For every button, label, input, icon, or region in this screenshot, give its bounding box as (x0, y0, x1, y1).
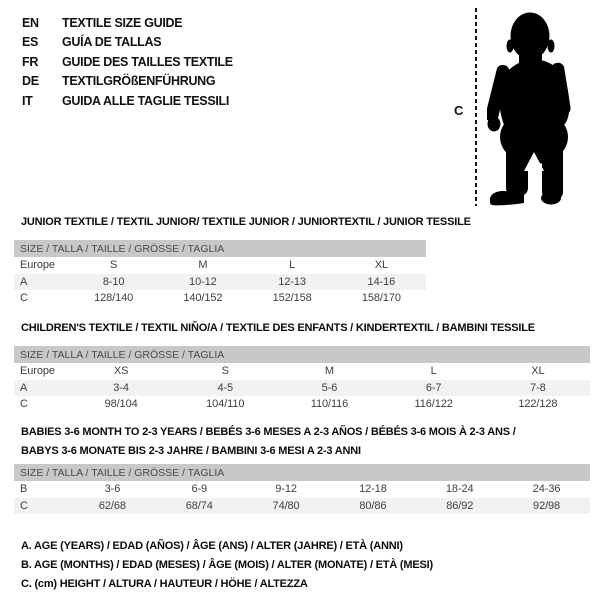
language-label: TEXTILE SIZE GUIDE (62, 15, 183, 30)
language-header (22, 13, 233, 111)
table-cell: 104/110 (206, 398, 245, 411)
legend-line-c: C. (cm) HEIGHT / ALTURA / HAUTEUR / HÖHE / ALTEZZA (21, 577, 308, 590)
size-header: SIZE / TALLA / TAILLE / GRÖSSE / TAGLIA (14, 464, 590, 481)
babies-title-line-1: BABIES 3-6 MONTH TO 2-3 YEARS / BEBÉS 3-6 MESES A 2-3 AÑOS / BÉBÉS 3-6 MOIS À 2-3 ANS / (21, 426, 516, 438)
legend-line-a: A. AGE (YEARS) / EDAD (AÑOS) / ÂGE (ANS) / ALTER (JAHRE) / ETÀ (ANNI) (21, 540, 403, 552)
table-cell: 8-10 (102, 275, 125, 288)
table-cell: M (324, 365, 334, 378)
language-label: GUÍA DE TALLAS (62, 35, 162, 50)
row-label: C (20, 398, 28, 411)
table-cell: 116/122 (414, 398, 453, 411)
size-header-row (14, 464, 590, 481)
table-cell: 12-18 (359, 483, 387, 496)
table-cell: 12-13 (278, 275, 306, 288)
table-cell: 6-7 (425, 381, 442, 394)
table-cell: 14-16 (367, 275, 396, 288)
language-label: TEXTILGRÖßENFÜHRUNG (62, 74, 216, 89)
table-cell: L (289, 259, 296, 272)
table-cell: 3-6 (104, 483, 121, 496)
table-cell: 74/80 (272, 499, 300, 512)
table-cell: 7-8 (530, 381, 546, 394)
language-code: FR (22, 54, 39, 69)
table-cell: XL (531, 365, 545, 378)
table-cell: XS (113, 365, 129, 378)
table-cell: L (430, 365, 437, 378)
table-cell: 5-6 (321, 381, 338, 394)
babies-title-line-2: BABYS 3-6 MONATE BIS 2-3 JAHRE / BAMBINI 3-6 MESI A 2-3 ANNI (21, 444, 361, 457)
size-header-row (14, 346, 590, 363)
table-cell: 24-36 (532, 483, 561, 496)
table-cell: 152/158 (272, 292, 312, 305)
table-cell: S (221, 365, 229, 378)
table-row-height (14, 498, 590, 515)
language-code: IT (22, 93, 33, 108)
table-row-europe (14, 257, 426, 274)
table-row-months (14, 481, 590, 498)
children-size-table (14, 346, 590, 413)
table-row-age (14, 380, 590, 397)
table-cell: M (198, 259, 208, 272)
table-cell: 9-12 (275, 483, 297, 496)
table-cell: 110/116 (310, 398, 349, 411)
language-label: GUIDE DES TAILLES TEXTILE (62, 54, 233, 69)
row-label: Europe (20, 259, 55, 272)
row-label: A (20, 275, 28, 288)
table-cell: 92/98 (533, 499, 561, 512)
table-cell: S (110, 259, 118, 272)
babies-section-title (21, 423, 516, 461)
table-row-height (14, 396, 590, 413)
table-cell: 68/74 (185, 499, 213, 512)
language-row-de (22, 72, 233, 92)
row-label: B (20, 483, 28, 496)
junior-size-table (14, 240, 426, 307)
row-label: C (20, 499, 28, 512)
table-cell: 98/104 (104, 398, 138, 411)
row-label: A (20, 381, 28, 394)
language-code: ES (22, 35, 39, 50)
table-cell: XL (374, 259, 388, 272)
table-cell: 4-5 (217, 381, 234, 394)
language-row-it (22, 91, 233, 111)
language-row-en (22, 13, 233, 33)
table-cell: 10-12 (189, 275, 217, 288)
height-measure-dashed-line (475, 8, 477, 206)
language-row-fr (22, 52, 233, 72)
language-code: EN (22, 15, 39, 30)
size-header-row (14, 240, 426, 257)
height-measure-label: C (454, 103, 464, 118)
row-label: C (20, 292, 28, 305)
children-section-title: CHILDREN'S TEXTILE / TEXTIL NIÑO/A / TEXTILE DES ENFANTS / KINDERTEXTIL / BAMBINI TESSILE (21, 322, 535, 334)
table-cell: 18-24 (445, 483, 474, 496)
table-cell: 3-4 (113, 381, 129, 394)
language-label: GUIDA ALLE TAGLIE TESSILI (62, 93, 230, 108)
table-cell: 140/152 (183, 292, 223, 305)
table-cell: 122/128 (518, 398, 558, 411)
table-cell: 128/140 (94, 292, 134, 305)
legend-line-b: B. AGE (MONTHS) / EDAD (MESES) / ÂGE (MOIS) / ALTER (MONATE) / ETÀ (MESI) (21, 558, 433, 571)
row-label: Europe (20, 365, 55, 378)
language-code: DE (22, 74, 39, 89)
babies-size-table (14, 464, 590, 514)
legend (21, 537, 433, 593)
size-header: SIZE / TALLA / TAILLE / GRÖSSE / TAGLIA (14, 240, 426, 257)
size-header: SIZE / TALLA / TAILLE / GRÖSSE / TAGLIA (14, 346, 590, 363)
junior-section-title: JUNIOR TEXTILE / TEXTIL JUNIOR/ TEXTILE JUNIOR / JUNIORTEXTIL / JUNIOR TESSILE (21, 216, 471, 228)
table-cell: 62/68 (98, 499, 126, 512)
table-row-age (14, 274, 426, 291)
baby-silhouette-image (487, 5, 593, 207)
table-row-height (14, 290, 426, 307)
table-cell: 80/86 (359, 499, 387, 512)
table-cell: 86/92 (446, 499, 474, 512)
table-cell: 158/170 (361, 292, 401, 305)
table-row-europe (14, 363, 590, 380)
table-cell: 6-9 (191, 483, 208, 496)
language-row-es (22, 33, 233, 53)
